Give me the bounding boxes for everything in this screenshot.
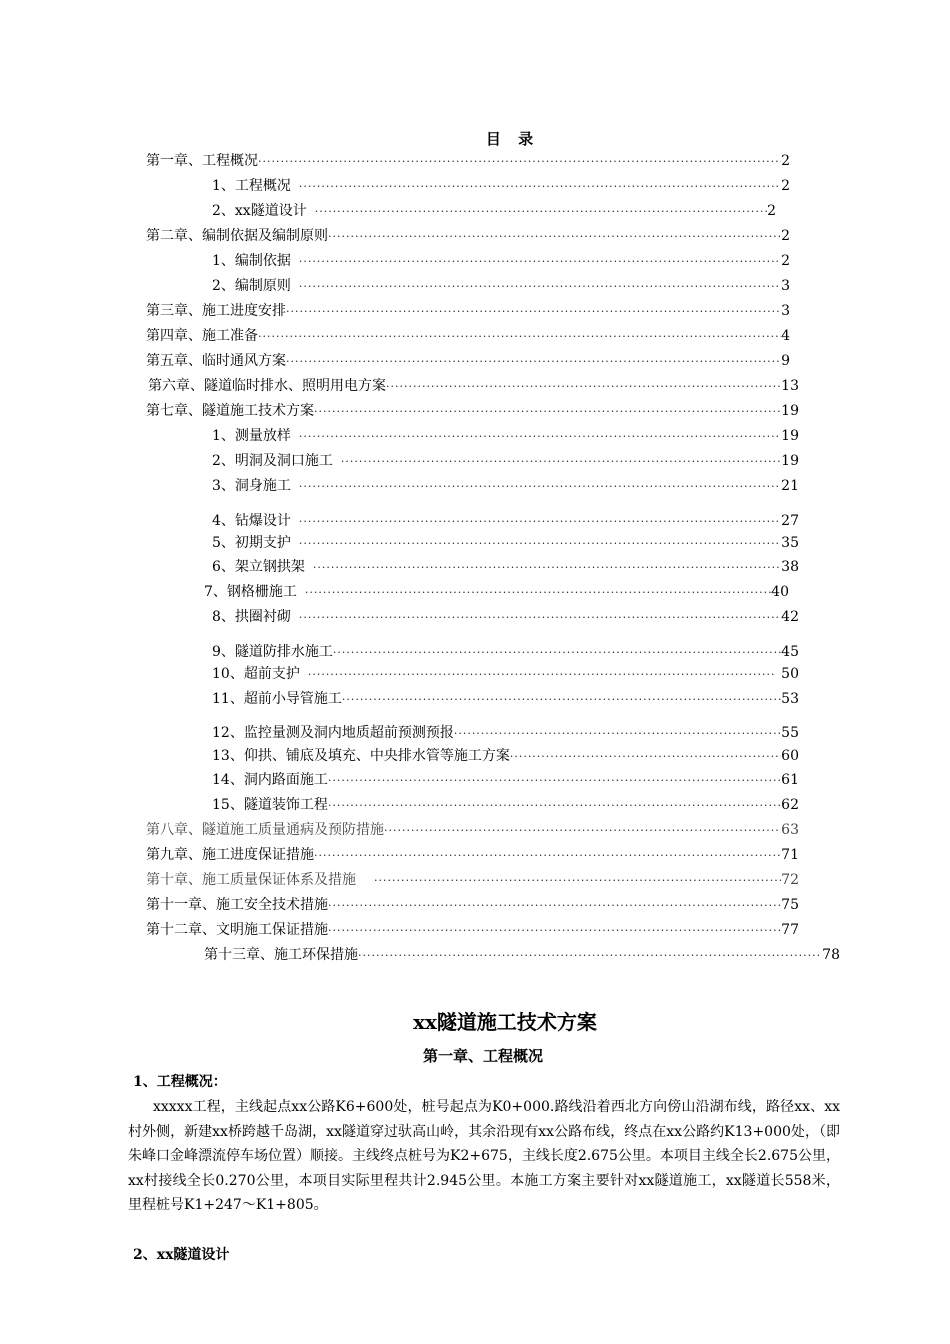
toc-entry-chapter-8[interactable]: 第八章、隧道施工质量通病及预防措施 ····· 63 [146, 819, 799, 839]
toc-entry[interactable]: 3、洞身施工 ····· 21 [212, 475, 799, 495]
chapter-heading: 第一章、工程概况 [422, 1047, 543, 1065]
toc-entry[interactable]: 9、隧道防排水施工 ····· 45 [212, 641, 799, 661]
toc-entry[interactable]: 2、xx隧道设计 ····· 2 [212, 200, 776, 220]
toc-entry[interactable]: 6、架立钢拱架 ····· 38 [212, 556, 799, 576]
toc-entry[interactable]: 15、隧道装饰工程 ····· 62 [212, 794, 799, 814]
toc-entry-chapter-2[interactable]: 第二章、编制依据及编制原则 ····· 2 [146, 225, 790, 245]
section-heading-2: 2、xx隧道设计 [133, 1247, 230, 1263]
toc-entry[interactable]: 13、仰拱、铺底及填充、中央排水管等施工方案 ····· 60 [212, 745, 799, 765]
toc-entry-chapter-13[interactable]: 第十三章、施工环保措施 ····· 78 [204, 944, 840, 964]
section-heading-1: 1、工程概况： [133, 1074, 227, 1090]
toc-entry-chapter-6[interactable]: 第六章、隧道临时排水、照明用电方案 ····· 13 [148, 375, 799, 395]
toc-entry-chapter-4[interactable]: 第四章、施工准备 ····· 4 [146, 325, 790, 345]
toc-entry-chapter-3[interactable]: 第三章、施工进度安排 ····· 3 [146, 300, 790, 320]
toc-entry[interactable]: 1、工程概况 ····· 2 [212, 175, 790, 195]
toc-title: 目 录 [485, 130, 540, 148]
toc-entry[interactable]: 1、编制依据 ····· 2 [212, 250, 790, 270]
toc-entry-chapter-12[interactable]: 第十二章、文明施工保证措施 ····· 77 [146, 919, 799, 939]
toc-entry[interactable]: 11、超前小导管施工 ····· 53 [212, 688, 799, 708]
toc-entry[interactable]: 2、编制原则 ····· 3 [212, 275, 790, 295]
toc-entry[interactable]: 1、测量放样 ····· 19 [212, 425, 799, 445]
toc-entry[interactable]: 7、钢格栅施工 ····· 40 [204, 581, 789, 601]
toc-entry[interactable]: 8、拱圈衬砌 ····· 42 [212, 606, 799, 626]
toc-entry[interactable]: 12、监控量测及洞内地质超前预测预报 ····· 55 [212, 722, 799, 742]
section-1-text: xxxxx工程，主线起点xx公路K6+600处，桩号起点为K0+000.路线沿着西北方向傍山沿湖布线，路径xx、xx村外侧，新建xx桥跨越千岛湖，xx隧道穿过驮高山岭，其余沿现有xx公路布线，终点在xx公路约K13+000处，（即朱峰口金峰漂流停车场位置）顺接。主线终点桩号为K2+675，主线长度2.675公里。本项目主线全长2.675公里，xx村接线全长0.270公里，本项目实际里程共计2.945公里。本施工方案主要针对xx隧道施工，xx隧道长558米，里程桩号K1+247～K1+805。 [128, 1099, 840, 1214]
toc-entry-chapter-7[interactable]: 第七章、隧道施工技术方案 ····· 19 [146, 400, 799, 420]
toc-entry-chapter-10[interactable]: 第十章、施工质量保证体系及措施 ····· 72 [146, 869, 799, 889]
toc-entry-chapter-1[interactable]: 第一章、工程概况 ····· 2 [146, 150, 790, 170]
toc-entry[interactable]: 5、初期支护 ····· 35 [212, 532, 799, 552]
toc-entry[interactable]: 4、钻爆设计 ····· 27 [212, 510, 799, 530]
toc-entry-chapter-5[interactable]: 第五章、临时通风方案 ····· 9 [146, 350, 790, 370]
toc-entry[interactable]: 2、明洞及洞口施工 ····· 19 [212, 450, 799, 470]
document-title: xx隧道施工技术方案 [413, 1010, 597, 1034]
toc-entry[interactable]: 14、洞内路面施工 ····· 61 [212, 769, 799, 789]
toc-entry-chapter-11[interactable]: 第十一章、施工安全技术措施 ····· 75 [146, 894, 799, 914]
toc-entry-chapter-9[interactable]: 第九章、施工进度保证措施 ····· 71 [146, 844, 799, 864]
toc-entry[interactable]: 10、超前支护 ····· 50 [212, 663, 799, 683]
section-1-paragraph [128, 1095, 840, 1218]
